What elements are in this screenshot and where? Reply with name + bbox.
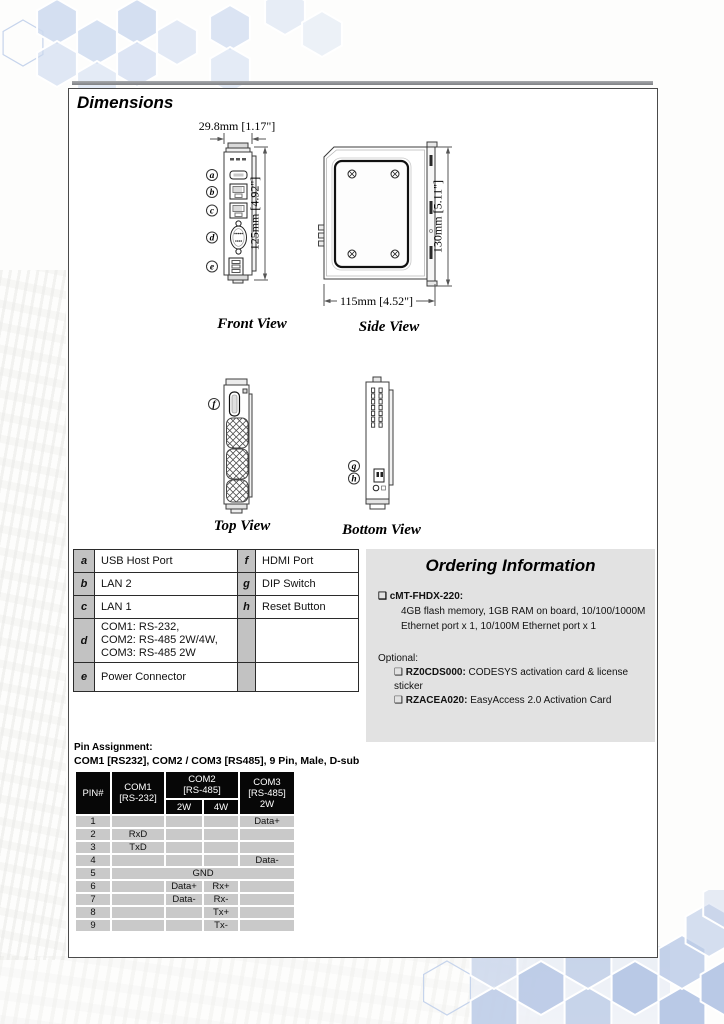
legend-desc [256, 619, 359, 663]
dimension-arrow-icon [446, 280, 450, 287]
port-label-f: f [212, 400, 216, 411]
pin-cell [112, 855, 164, 866]
pin-cell [204, 842, 238, 853]
pin-cell [204, 829, 238, 840]
pin-number: 4 [76, 855, 110, 866]
hexagon-decoration [518, 961, 565, 1015]
pin-cell [204, 855, 238, 866]
top-view-caption: Top View [213, 518, 271, 534]
bottom-view-diagram [341, 372, 421, 520]
pin-row [76, 881, 294, 892]
port-label-h: h [351, 474, 357, 485]
pin-col-header: PIN# [76, 772, 110, 814]
pin-cell [240, 907, 294, 918]
hexagon-decoration [265, 0, 305, 35]
top-view-diagram [207, 372, 277, 520]
ordering-model-code: cMT-FHDX-220: [389, 591, 464, 602]
side-width-dimension: 115mm [4.52"] [339, 294, 414, 308]
com3-col-header: COM3 [RS-485] 2W [240, 772, 294, 814]
dimension-arrow-icon [324, 299, 331, 303]
ordering-model-desc-line2: Ethernet port x 1, 10/100M Ethernet port x 1 [401, 621, 597, 632]
hexagon-decoration [302, 11, 342, 57]
pin-row [76, 842, 294, 853]
com2-4w-header: 4W [204, 800, 238, 814]
legend-key: b [74, 573, 95, 596]
side-view-diagram [315, 139, 457, 317]
com1-col-header: COM1 [RS-232] [112, 772, 164, 814]
pin-number: 9 [76, 920, 110, 931]
pin-cell [112, 920, 164, 931]
pin-cell: Tx- [204, 920, 238, 931]
pin-cell: Rx+ [204, 881, 238, 892]
pin-row [76, 855, 294, 866]
ordering-option-desc: CODESYS activation card & license sticker [394, 667, 629, 692]
legend-key [238, 619, 256, 663]
pin-cell [166, 816, 202, 827]
pin-cell: Data- [240, 855, 294, 866]
pin-cell [166, 855, 202, 866]
pin-cell: TxD [112, 842, 164, 853]
pin-cell [112, 907, 164, 918]
pin-cell: Data+ [240, 816, 294, 827]
front-port-labels [207, 170, 218, 273]
ordering-optional-label: Optional: [378, 653, 419, 664]
legend-table [73, 549, 359, 692]
front-height-dimension: 125mm [4.92"] [247, 176, 262, 251]
hexagon-decoration [210, 47, 250, 92]
pin-row [76, 868, 294, 879]
port-label-g: g [351, 462, 357, 473]
pin-cell [112, 816, 164, 827]
led-indicators-icon [230, 158, 246, 161]
legend-key: d [74, 619, 95, 663]
front-view-caption: Front View [217, 316, 287, 332]
pin-number: 6 [76, 881, 110, 892]
hexagon-decoration [157, 19, 197, 65]
hexagon-decoration [424, 961, 471, 1015]
dimension-arrow-icon [263, 147, 267, 154]
pin-row [76, 816, 294, 827]
ordering-option-code: RZACEA020: [405, 695, 468, 706]
legend-row [74, 663, 359, 692]
pin-cell [240, 881, 294, 892]
legend-key: e [74, 663, 95, 692]
hexagon-decoration [210, 5, 250, 51]
pin-row [76, 920, 294, 931]
content-box [68, 88, 658, 958]
hexagon-decoration [659, 987, 706, 1024]
legend-desc: USB Host Port [95, 550, 238, 573]
pin-number: 3 [76, 842, 110, 853]
building-texture-left [0, 270, 66, 960]
pin-cell: Tx+ [204, 907, 238, 918]
legend-key: h [238, 596, 256, 619]
pin-number: 5 [76, 868, 110, 879]
dimension-arrow-icon [252, 137, 259, 141]
dimension-arrow-icon [429, 299, 436, 303]
checkbox-icon: ❑ [378, 591, 387, 602]
legend-desc: Reset Button [256, 596, 359, 619]
side-view-caption: Side View [358, 319, 420, 335]
pin-number: 7 [76, 894, 110, 905]
ordering-model [378, 589, 655, 604]
pin-assignment-table [74, 770, 296, 933]
pin-cell [204, 816, 238, 827]
ordering-option-desc: EasyAccess 2.0 Activation Card [467, 695, 612, 706]
pin-cell [240, 829, 294, 840]
ordering-option-code: RZ0CDS000: [405, 667, 466, 678]
top-divider-bar [72, 81, 653, 85]
pin-cell [166, 907, 202, 918]
page-title: Dimensions [77, 93, 174, 112]
vent-grill-icon [227, 418, 249, 502]
com2-col-header: COM2 [RS-485] [166, 772, 238, 798]
port-label-b: b [209, 188, 215, 199]
ordering-option [394, 666, 655, 694]
front-view-diagram [197, 117, 309, 317]
hexagon-decoration [612, 961, 659, 1015]
ordering-title: Ordering Information [425, 556, 596, 575]
dip-switch-icon [374, 469, 384, 482]
legend-key: f [238, 550, 256, 573]
bottom-view-caption: Bottom View [342, 522, 421, 538]
dimension-arrow-icon [263, 274, 267, 281]
checkbox-icon: ❑ [394, 667, 403, 678]
pin-cell [240, 920, 294, 931]
pin-number: 1 [76, 816, 110, 827]
ordering-model-desc-line1: 4GB flash memory, 1GB RAM on board, 10/100/1000M [401, 606, 646, 617]
legend-desc: HDMI Port [256, 550, 359, 573]
dimension-arrow-icon [446, 147, 450, 154]
pin-cell [240, 894, 294, 905]
pin-number: 2 [76, 829, 110, 840]
pin-cell: RxD [112, 829, 164, 840]
pin-cell [166, 920, 202, 931]
pin-cell [112, 894, 164, 905]
hexagon-decoration [77, 19, 117, 65]
legend-row [74, 573, 359, 596]
pin-row [76, 907, 294, 918]
hexagon-decoration [471, 987, 518, 1024]
legend-row [74, 596, 359, 619]
pin-cell [166, 842, 202, 853]
ordering-option [394, 694, 655, 708]
legend-desc: Power Connector [95, 663, 238, 692]
legend-desc: LAN 2 [95, 573, 238, 596]
legend-row [74, 550, 359, 573]
checkbox-icon: ❑ [394, 695, 403, 706]
legend-key: a [74, 550, 95, 573]
pin-number: 8 [76, 907, 110, 918]
hexagon-decoration [117, 0, 157, 45]
legend-key: g [238, 573, 256, 596]
legend-desc: LAN 1 [95, 596, 238, 619]
side-height-dimension: 130mm [5.11"] [430, 179, 445, 254]
dimension-arrow-icon [218, 137, 225, 141]
legend-desc: DIP Switch [256, 573, 359, 596]
pin-assignment-subheading: COM1 [RS232], COM2 / COM3 [RS485], 9 Pin, Male, D-sub [74, 755, 360, 767]
legend-desc [256, 663, 359, 692]
pin-row [76, 829, 294, 840]
pin-cell: Rx- [204, 894, 238, 905]
pin-assignment-heading: Pin Assignment: [74, 742, 153, 753]
com2-2w-header: 2W [166, 800, 202, 814]
ordering-info-panel [366, 549, 655, 742]
port-label-c: c [209, 206, 215, 217]
pin-cell [166, 829, 202, 840]
hdmi-port-icon [230, 392, 240, 416]
hexagon-decoration [565, 987, 612, 1024]
legend-key: c [74, 596, 95, 619]
hexagon-decoration [37, 41, 77, 87]
front-width-dimension: 29.8mm [1.17"] [198, 119, 276, 133]
legend-key [238, 663, 256, 692]
pin-cell: Data- [166, 894, 202, 905]
side-connector-icon [319, 225, 325, 246]
port-label-a: a [209, 171, 215, 182]
pin-row [76, 894, 294, 905]
port-label-d: d [209, 233, 215, 244]
pin-cell [240, 842, 294, 853]
legend-desc: COM1: RS-232, COM2: RS-485 2W/4W, COM3: RS-485 2W [95, 619, 238, 663]
pin-cell [112, 881, 164, 892]
pin-cell: Data+ [166, 881, 202, 892]
pin-cell: GND [112, 868, 294, 879]
port-label-e: e [209, 262, 215, 273]
hexagon-decoration-top [0, 0, 360, 92]
legend-row [74, 619, 359, 663]
